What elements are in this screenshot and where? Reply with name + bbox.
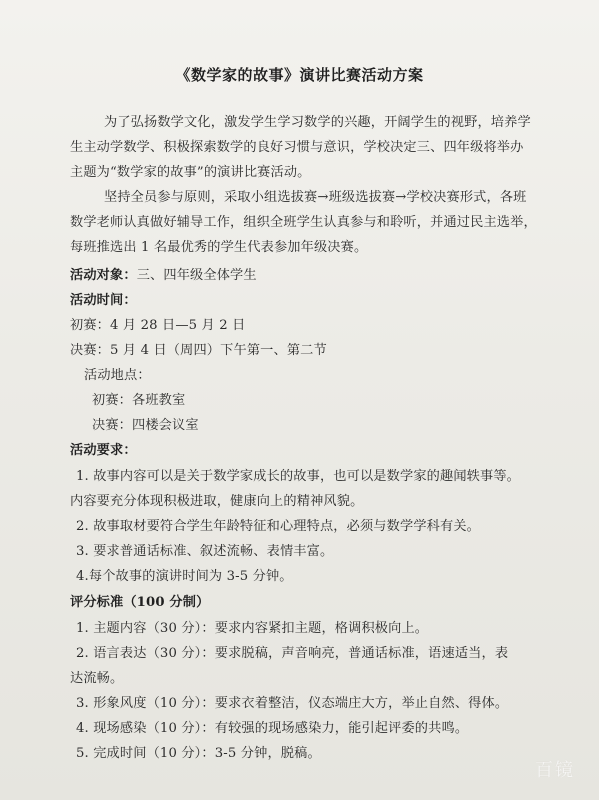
requirements-label: 活动要求： [70,443,137,458]
scoring-1: 1. 主题内容（30 分）：要求内容紧扣主题，格调积极向上。 [76,621,429,636]
intro-line-2: 生主动学数学、积极探索数学的良好习惯与意识，学校决定三、四年级将举办 [70,140,524,155]
requirement-3: 3. 要求普通话标准、叙述流畅、表情丰富。 [76,544,334,559]
principle-line-2: 数学老师认真做好辅导工作，组织全班学生认真参与和聆听，并通过民主选举， [70,215,537,230]
location-label: 活动地点： [84,368,151,383]
preliminary-time: 初赛：4 月 28 日—5 月 2 日 [70,318,246,333]
scoring-3: 3. 形象风度（10 分）：要求衣着整洁，仪态端庄大方，举止自然、得体。 [76,696,509,711]
requirement-4: 4.每个故事的演讲时间为 3-5 分钟。 [76,569,293,584]
requirement-1: 1. 故事内容可以是关于数学家成长的故事，也可以是数学家的趣闻轶事等。 [76,469,521,484]
document-title: 《数学家的故事》演讲比赛活动方案 [175,66,424,84]
scoring-4: 4. 现场感染（10 分）：有较强的现场感染力，能引起评委的共鸣。 [76,721,469,736]
scoring-5: 5. 完成时间（10 分）：3-5 分钟，脱稿。 [76,746,321,761]
scoring-2: 2. 语言表达（30 分）：要求脱稿，声音响亮，普通话标准，语速适当，表 [76,646,509,661]
audience-line [70,267,257,285]
final-location: 决赛：四楼会议室 [92,418,199,433]
scoring-2-continuation: 达流畅。 [70,671,124,686]
intro-line-1: 为了弘扬数学文化，激发学生学习数学的兴趣，开阔学生的视野，培养学 [104,115,531,130]
final-time: 决赛：5 月 4 日（周四）下午第一、第二节 [70,343,327,358]
audience-value: 三、四年级全体学生 [136,268,257,283]
requirement-1-continuation: 内容要充分体现积极进取，健康向上的精神风貌。 [70,494,364,509]
requirement-2: 2. 故事取材要符合学生年龄特征和心理特点，必须与数学学科有关。 [76,519,481,534]
intro-line-3: 主题为“数学家的故事”的演讲比赛活动。 [70,165,311,180]
time-label: 活动时间： [70,293,137,308]
principle-line-1: 坚持全员参与原则，采取小组选拔赛→班级选拔赛→学校决赛形式，各班 [104,190,527,205]
principle-line-3: 每班推选出 1 名最优秀的学生代表参加年级决赛。 [70,240,368,255]
preliminary-location: 初赛：各班教室 [92,393,186,408]
audience-label: 活动对象： [70,268,137,283]
watermark-logo: 百镜 [535,760,575,781]
scoring-label: 评分标准（100 分制） [70,595,210,610]
